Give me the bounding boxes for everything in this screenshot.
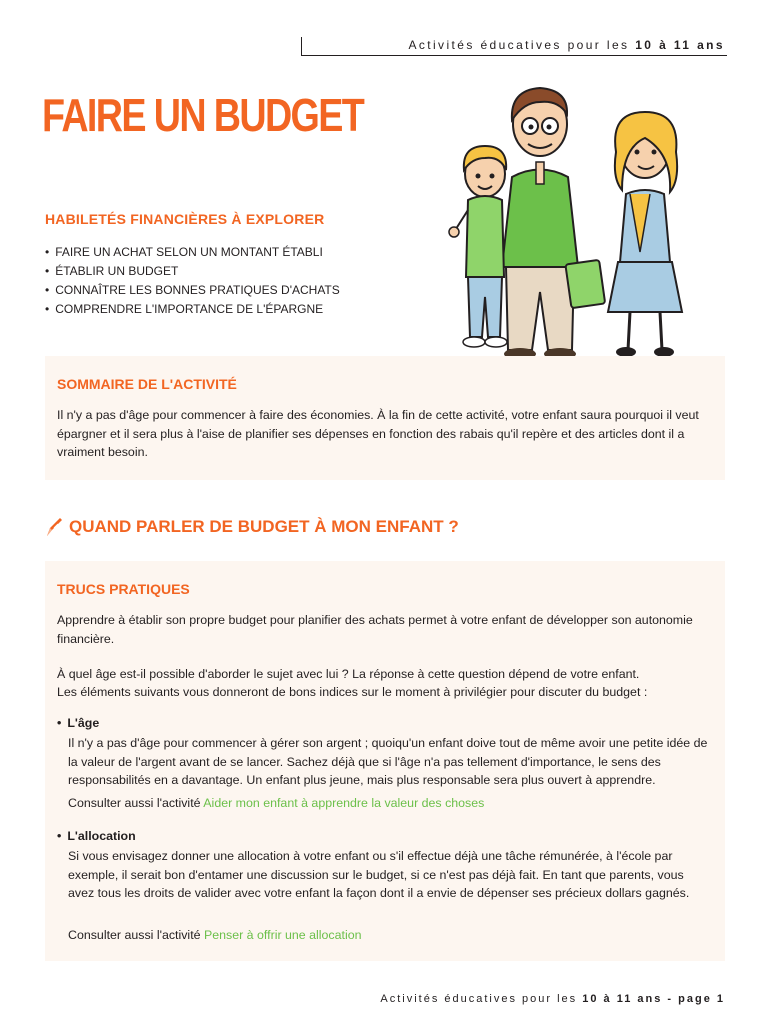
page-title: FAIRE UN BUDGET (42, 89, 364, 141)
summary-title: SOMMAIRE DE L'ACTIVITÉ (57, 376, 237, 392)
link-value-of-things[interactable]: Aider mon enfant à apprendre la valeur des choses (203, 796, 485, 810)
tip-heading-allowance: • L'allocation (57, 829, 136, 843)
skill-item: • CONNAÎTRE LES BONNES PRATIQUES D'ACHATS (45, 281, 340, 300)
summary-text: Il n'y a pas d'âge pour commencer à faire des économies. À la fin de cette activité, votre enfant saura pourquoi il veut épargner et il sera plus à l'aise de planifier ses dépenses en fonction des rabais qu'il repère et des articles dont il a vraiment besoin. (57, 408, 699, 459)
boy-figure (449, 146, 507, 347)
page-header (408, 38, 725, 52)
see-also-allowance (68, 928, 362, 942)
link-allowance[interactable]: Penser à offrir une allocation (203, 928, 362, 942)
footer-prefix: Activités éducatives pour les (380, 993, 578, 1005)
mother-figure (608, 112, 682, 357)
pencil-icon (45, 516, 63, 538)
page-footer (380, 993, 725, 1005)
skills-list (45, 243, 340, 319)
tip-body-allowance: Si vous envisagez donner une allocation à votre enfant ou s'il effectue déjà une tâche rémunérée, à l'école par exemple, il serait bon d'entamer une discussion sur le budget, si ce n'est pas déjà fait. En tant que parents, vous avez tous les droits de valider avec votre enfant la façon dont il a envie de dépenser ses précieux dollars gagnés. (68, 849, 690, 900)
tips-title: TRUCS PRATIQUES (57, 581, 190, 597)
tips-intro: Apprendre à établir son propre budget pour planifier des achats permet à votre enfant de développer son autonomie financière. (57, 613, 693, 646)
tips-box (45, 561, 725, 961)
header-underline (301, 55, 727, 56)
skill-item: • COMPRENDRE L'IMPORTANCE DE L'ÉPARGNE (45, 300, 340, 319)
header-age-range: 10 à 11 ans (635, 38, 725, 52)
family-illustration (440, 82, 705, 362)
tips-question-line1: À quel âge est-il possible d'aborder le sujet avec lui ? La réponse à cette question dépend de votre enfant. (57, 667, 640, 681)
footer-age-range: 10 à 11 ans (582, 993, 663, 1005)
skill-item: • ÉTABLIR UN BUDGET (45, 262, 340, 281)
section-title: QUAND PARLER DE BUDGET À MON ENFANT ? (69, 517, 459, 536)
skills-title: HABILETÉS FINANCIÈRES À EXPLORER (45, 211, 325, 227)
tips-question-line2: Les éléments suivants vous donneront de bons indices sur le moment à privilégier pour discuter du budget : (57, 685, 648, 699)
tip-body-age: Il n'y a pas d'âge pour commencer à gérer son argent ; quoiqu'un enfant doive tout de même avoir une petite idée de la valeur de l'argent avant de se lancer. Sachez déjà que si l'âge n'a pas tellement d'importance, le sens des responsabilités en a davantage. Un enfant plus jeune, mais plus responsable sera plus ouvert à apprendre. (68, 736, 708, 787)
section-heading (45, 516, 459, 538)
header-divider (301, 37, 302, 55)
father-figure (502, 88, 605, 360)
tip-heading-age: • L'âge (57, 716, 99, 730)
header-prefix: Activités éducatives pour les (408, 38, 630, 52)
see-also-label: Consulter aussi l'activité (68, 796, 201, 810)
page-number: - page 1 (667, 993, 725, 1005)
summary-box (45, 356, 725, 480)
skill-item: • FAIRE UN ACHAT SELON UN MONTANT ÉTABLI (45, 243, 340, 262)
see-also-age (68, 796, 484, 810)
see-also-label: Consulter aussi l'activité (68, 928, 201, 942)
